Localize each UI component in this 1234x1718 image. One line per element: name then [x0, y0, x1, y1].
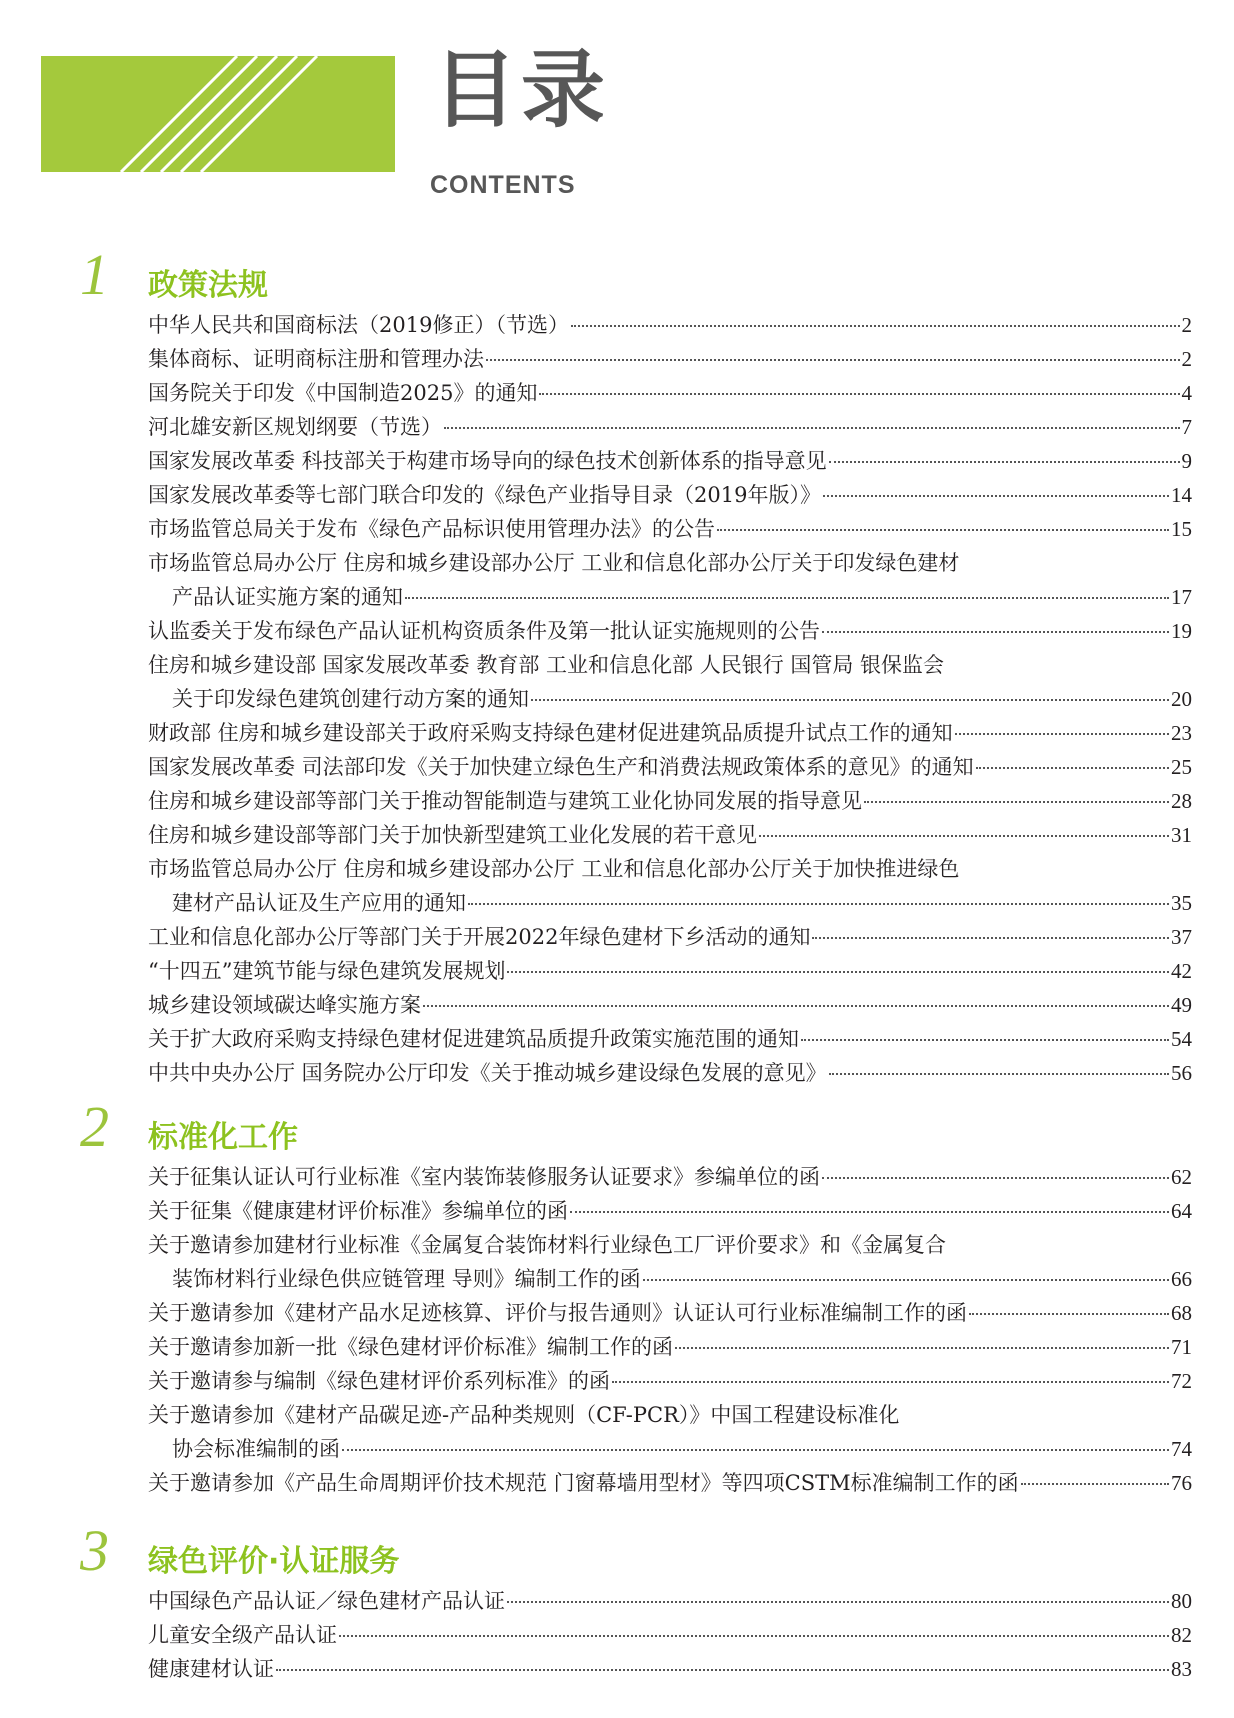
toc-entry[interactable] [148, 1466, 1192, 1500]
toc-entry[interactable] [148, 988, 1192, 1022]
dot-leader [339, 1635, 1169, 1637]
dot-leader [444, 427, 1180, 429]
dot-leader [342, 1449, 1169, 1451]
toc-entry[interactable] [148, 1652, 1192, 1686]
toc-entry-title: 关于征集《健康建材评价标准》参编单位的函 [148, 1199, 568, 1223]
toc-entry-title: 国家发展改革委 科技部关于构建市场导向的绿色技术创新体系的指导意见 [148, 449, 827, 473]
toc-entry-page-number: 66 [1171, 1267, 1192, 1291]
toc-entry-title: 中华人民共和国商标法（2019修正）（节选） [148, 313, 569, 337]
toc-entry-title: 住房和城乡建设部等部门关于加快新型建筑工业化发展的若干意见 [148, 823, 757, 847]
toc-entry-page-number: 80 [1171, 1589, 1192, 1613]
toc-entry-title: 关于邀请参加《产品生命周期评价技术规范 门窗幕墙用型材》等四项CSTM标准编制工作的函 [148, 1471, 1019, 1495]
toc-entry-title: 装饰材料行业绿色供应链管理 导则》编制工作的函 [172, 1267, 641, 1291]
toc-entry[interactable] [148, 546, 1192, 614]
toc-entry[interactable] [148, 818, 1192, 852]
dot-leader [829, 461, 1180, 463]
toc-entry-title: 关于征集认证认可行业标准《室内装饰装修服务认证要求》参编单位的函 [148, 1165, 820, 1189]
toc-entry-page-number: 49 [1171, 993, 1192, 1017]
toc-entry[interactable] [148, 1296, 1192, 1330]
toc-entry-page-number: 74 [1171, 1437, 1192, 1461]
dot-leader [276, 1669, 1169, 1671]
toc-entry[interactable] [148, 750, 1192, 784]
dot-leader [507, 971, 1169, 973]
dot-leader [822, 631, 1169, 633]
toc-list-section-1 [148, 308, 1192, 1090]
toc-entry-title: 健康建材认证 [148, 1657, 274, 1681]
header-banner [41, 56, 395, 172]
toc-entry-title: 建材产品认证及生产应用的通知 [172, 891, 466, 915]
toc-entry-title: 中共中央办公厅 国务院办公厅印发《关于推动城乡建设绿色发展的意见》 [148, 1061, 827, 1085]
toc-entry[interactable] [148, 716, 1192, 750]
toc-entry[interactable] [148, 920, 1192, 954]
toc-entry-page-number: 56 [1171, 1061, 1192, 1085]
toc-entry-title: 城乡建设领域碳达峰实施方案 [148, 993, 421, 1017]
toc-entry-page-number: 2 [1181, 313, 1192, 337]
toc-entry-page-number: 42 [1171, 959, 1192, 983]
toc-entry-page-number: 83 [1171, 1657, 1192, 1681]
section-title: 绿色评价·认证服务 [148, 1544, 400, 1579]
toc-entry[interactable] [148, 1364, 1192, 1398]
toc-entry-page-number: 76 [1171, 1471, 1192, 1495]
toc-entry[interactable] [148, 512, 1192, 546]
toc-entry-page-number: 68 [1171, 1301, 1192, 1325]
page-title: 目录 [433, 41, 610, 139]
toc-entry-title: 儿童安全级产品认证 [148, 1623, 337, 1647]
toc-entry-title: 住房和城乡建设部 国家发展改革委 教育部 工业和信息化部 人民银行 国管局 银保监会 [148, 653, 945, 677]
toc-list-section-2 [148, 1160, 1192, 1500]
toc-entry-title: 集体商标、证明商标注册和管理办法 [148, 347, 484, 371]
toc-entry-page-number: 20 [1171, 687, 1192, 711]
dot-leader [612, 1381, 1169, 1383]
section-number: 3 [80, 1518, 109, 1583]
toc-entry[interactable] [148, 954, 1192, 988]
toc-entry-page-number: 72 [1171, 1369, 1192, 1393]
dot-leader [955, 733, 1169, 735]
toc-entry-page-number: 17 [1171, 585, 1192, 609]
toc-entry[interactable] [148, 478, 1192, 512]
toc-entry-page-number: 23 [1171, 721, 1192, 745]
toc-entry-page-number: 54 [1171, 1027, 1192, 1051]
toc-entry-page-number: 64 [1171, 1199, 1192, 1223]
section-title: 政策法规 [148, 268, 268, 303]
dot-leader [571, 325, 1180, 327]
dot-leader [643, 1279, 1169, 1281]
dot-leader [759, 835, 1169, 837]
dot-leader [812, 937, 1169, 939]
toc-entry-title: 国家发展改革委等七部门联合印发的《绿色产业指导目录（2019年版）》 [148, 483, 821, 507]
dot-leader [976, 767, 1169, 769]
section-title: 标准化工作 [148, 1120, 298, 1155]
toc-entry[interactable] [148, 376, 1192, 410]
toc-entry[interactable] [148, 1330, 1192, 1364]
toc-entry-title: 关于邀请参加新一批《绿色建材评价标准》编制工作的函 [148, 1335, 673, 1359]
toc-entry[interactable] [148, 1056, 1192, 1090]
toc-entry[interactable] [148, 342, 1192, 376]
toc-entry-page-number: 82 [1171, 1623, 1192, 1647]
toc-entry-title: 关于印发绿色建筑创建行动方案的通知 [172, 687, 529, 711]
toc-entry[interactable] [148, 1228, 1192, 1296]
toc-entry-title: 产品认证实施方案的通知 [172, 585, 403, 609]
toc-entry-page-number: 14 [1171, 483, 1192, 507]
dot-leader [829, 1073, 1169, 1075]
dot-leader [423, 1005, 1169, 1007]
dot-leader [675, 1347, 1169, 1349]
toc-entry-title: 关于邀请参加建材行业标准《金属复合装饰材料行业绿色工厂评价要求》和《金属复合 [148, 1233, 946, 1257]
toc-entry[interactable] [148, 1584, 1192, 1618]
toc-entry-title: 河北雄安新区规划纲要（节选） [148, 415, 442, 439]
dot-leader [405, 597, 1169, 599]
toc-entry-title: 关于邀请参加《建材产品水足迹核算、评价与报告通则》认证认可行业标准编制工作的函 [148, 1301, 967, 1325]
dot-leader [823, 495, 1169, 497]
dot-leader [570, 1211, 1169, 1213]
toc-entry-title: “十四五”建筑节能与绿色建筑发展规划 [148, 959, 506, 983]
toc-entry-page-number: 7 [1181, 415, 1192, 439]
toc-entry[interactable] [148, 1160, 1192, 1194]
toc-entry-title: 认监委关于发布绿色产品认证机构资质条件及第一批认证实施规则的公告 [148, 619, 820, 643]
dot-leader [822, 1177, 1169, 1179]
toc-entry-page-number: 19 [1171, 619, 1192, 643]
toc-entry-page-number: 35 [1171, 891, 1192, 915]
toc-list-section-3 [148, 1584, 1192, 1686]
toc-entry-title: 国务院关于印发《中国制造2025》的通知 [148, 381, 538, 405]
section-number: 1 [80, 242, 109, 307]
dot-leader [531, 699, 1169, 701]
toc-entry-page-number: 4 [1181, 381, 1192, 405]
toc-entry[interactable] [148, 852, 1192, 920]
toc-entry-title: 市场监管总局关于发布《绿色产品标识使用管理办法》的公告 [148, 517, 715, 541]
dot-leader [486, 359, 1180, 361]
toc-entry[interactable] [148, 1618, 1192, 1652]
toc-entry-title: 中国绿色产品认证／绿色建材产品认证 [148, 1589, 505, 1613]
dot-leader [468, 903, 1169, 905]
page-subtitle: CONTENTS [430, 171, 576, 199]
toc-entry-page-number: 25 [1171, 755, 1192, 779]
toc-entry-page-number: 28 [1171, 789, 1192, 813]
toc-entry-page-number: 31 [1171, 823, 1192, 847]
toc-entry[interactable] [148, 1194, 1192, 1228]
toc-entry-page-number: 9 [1181, 449, 1192, 473]
toc-entry-title: 关于邀请参加《建材产品碳足迹-产品种类规则（CF-PCR）》中国工程建设标准化 [148, 1403, 900, 1427]
toc-entry-title: 协会标准编制的函 [172, 1437, 340, 1461]
toc-entry-page-number: 71 [1171, 1335, 1192, 1359]
toc-entry[interactable] [148, 648, 1192, 716]
toc-entry-page-number: 15 [1171, 517, 1192, 541]
dot-leader [539, 393, 1179, 395]
toc-entry[interactable] [148, 308, 1192, 342]
toc-entry[interactable] [148, 444, 1192, 478]
toc-entry[interactable] [148, 614, 1192, 648]
toc-entry[interactable] [148, 1398, 1192, 1466]
toc-entry[interactable] [148, 1022, 1192, 1056]
toc-entry-title: 市场监管总局办公厅 住房和城乡建设部办公厅 工业和信息化部办公厅关于印发绿色建材 [148, 551, 960, 575]
dot-leader [801, 1039, 1169, 1041]
dot-leader [507, 1601, 1169, 1603]
toc-entry-page-number: 2 [1181, 347, 1192, 371]
toc-entry-title: 关于扩大政府采购支持绿色建材促进建筑品质提升政策实施范围的通知 [148, 1027, 799, 1051]
toc-entry[interactable] [148, 410, 1192, 444]
toc-entry[interactable] [148, 784, 1192, 818]
toc-entry-title: 财政部 住房和城乡建设部关于政府采购支持绿色建材促进建筑品质提升试点工作的通知 [148, 721, 953, 745]
dot-leader [864, 801, 1169, 803]
diagonal-stripes-decoration [41, 56, 395, 172]
toc-entry-title: 工业和信息化部办公厅等部门关于开展2022年绿色建材下乡活动的通知 [148, 925, 811, 949]
toc-entry-title: 国家发展改革委 司法部印发《关于加快建立绿色生产和消费法规政策体系的意见》的通知 [148, 755, 974, 779]
toc-entry-title: 市场监管总局办公厅 住房和城乡建设部办公厅 工业和信息化部办公厅关于加快推进绿色 [148, 857, 960, 881]
toc-entry-page-number: 37 [1171, 925, 1192, 949]
toc-entry-page-number: 62 [1171, 1165, 1192, 1189]
dot-leader [969, 1313, 1169, 1315]
toc-entry-title: 关于邀请参与编制《绿色建材评价系列标准》的函 [148, 1369, 610, 1393]
toc-entry-title: 住房和城乡建设部等部门关于推动智能制造与建筑工业化协同发展的指导意见 [148, 789, 862, 813]
dot-leader [1021, 1483, 1169, 1485]
section-number: 2 [80, 1094, 109, 1159]
dot-leader [717, 529, 1169, 531]
